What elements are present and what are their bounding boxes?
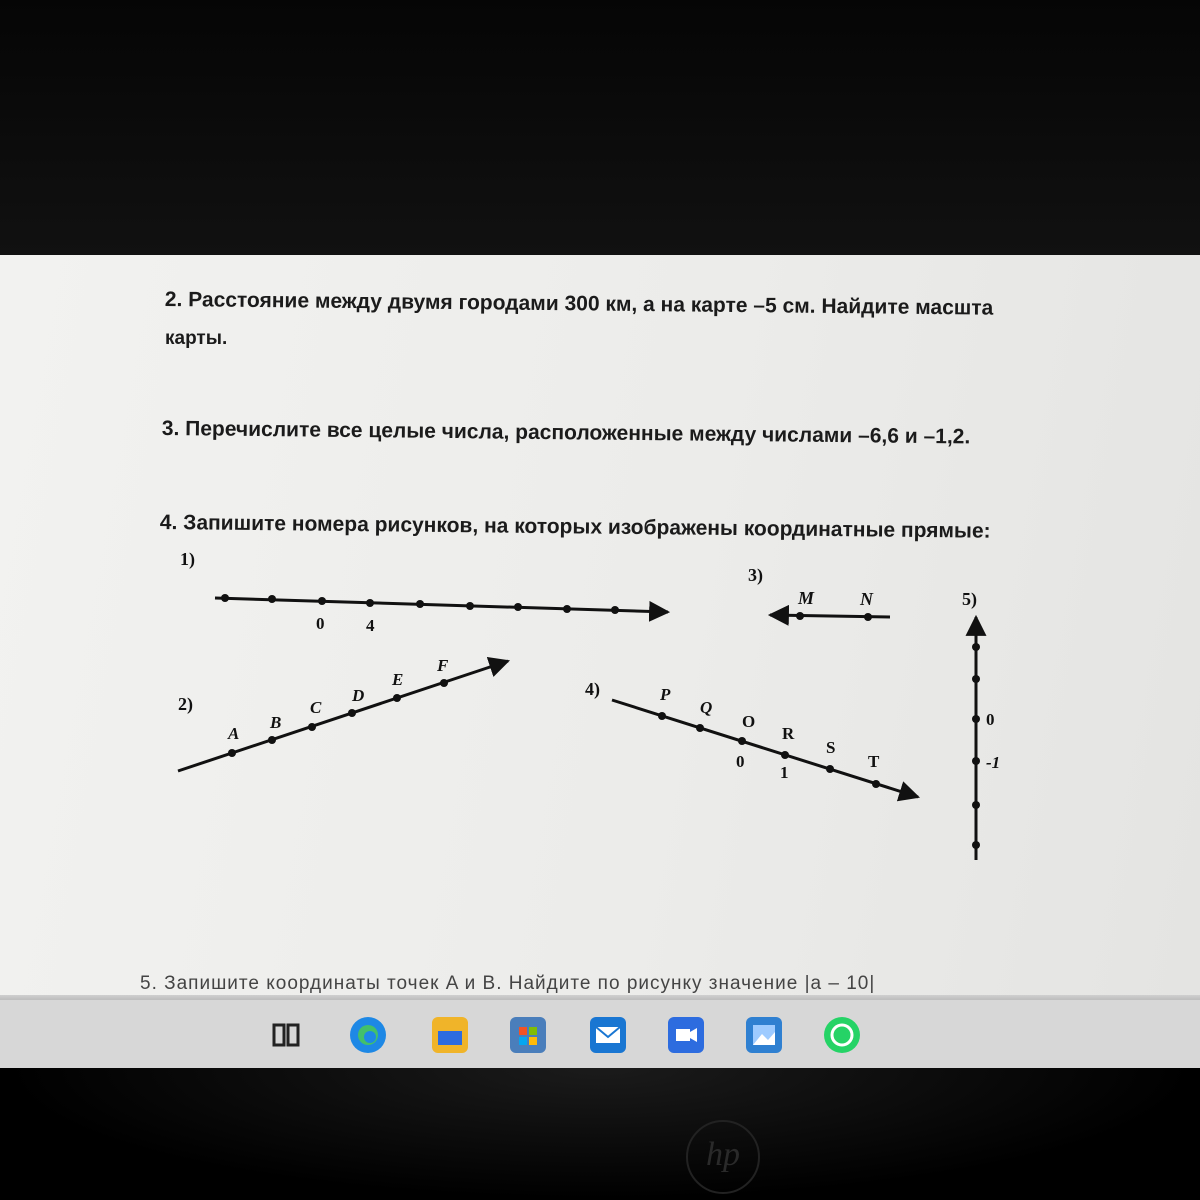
figure-1-point: [611, 606, 619, 614]
figure-4-point: [696, 724, 704, 732]
figure-1-point: [563, 605, 571, 613]
taskbar: [0, 1000, 1200, 1068]
figure-1-point: [318, 597, 326, 605]
figure-2-point: [348, 709, 356, 717]
figure-4-point: [658, 712, 666, 720]
figure-4-point: [826, 765, 834, 773]
figure-2-point-label: D: [352, 686, 365, 705]
figure-1-point: [268, 595, 276, 603]
figure-1-label: 1): [180, 549, 195, 569]
task-view-icon[interactable]: [268, 1017, 304, 1053]
figure-5-point: [972, 715, 980, 723]
hp-logo-text: hp: [706, 1136, 740, 1173]
figure-3-point-label: N: [860, 589, 873, 609]
mail-icon[interactable]: [590, 1017, 626, 1053]
figure-2-point-label: C: [310, 698, 322, 717]
figure-3-point: [864, 613, 872, 621]
figure-2: [178, 656, 508, 771]
whatsapp-icon[interactable]: [824, 1017, 860, 1053]
photos-icon[interactable]: [746, 1017, 782, 1053]
figure-2-point-label: B: [270, 713, 282, 732]
question-4: 4. Запишите номера рисунков, на которых изображены координатные прямые:: [159, 511, 991, 543]
hp-logo: [686, 1120, 760, 1194]
figure-3-point-label: M: [798, 588, 815, 608]
figure-2-point: [308, 723, 316, 731]
video-icon[interactable]: [668, 1017, 704, 1053]
file-explorer-icon[interactable]: [432, 1017, 468, 1053]
figure-4-point: [872, 780, 880, 788]
question-2-line-1: 2. Расстояние между двумя городами 300 км, а на карте –5 см. Найдите масшта: [164, 288, 994, 320]
figure-2-point-label: F: [437, 656, 449, 675]
figure-2-point: [393, 694, 401, 702]
figure-5-label: 5): [962, 589, 977, 609]
figure-3-line: [770, 615, 890, 617]
figure-5-point: [972, 801, 980, 809]
question-2-line-2: карты.: [165, 328, 228, 349]
figure-2-label: 2): [178, 694, 193, 714]
figure-5-point: [972, 841, 980, 849]
figure-3: [748, 565, 890, 621]
store-icon[interactable]: [510, 1017, 546, 1053]
figure-2-point: [268, 736, 276, 744]
figure-1-tick-label: 4: [366, 616, 375, 635]
figure-1-point: [366, 599, 374, 607]
figure-4-point-label: O: [742, 712, 756, 731]
figure-1-point: [221, 594, 229, 602]
figure-5-point: [972, 675, 980, 683]
figure-5-point: [972, 757, 980, 765]
figure-5-point: [972, 643, 980, 651]
figure-4-point-label: S: [826, 738, 836, 757]
figure-4-point: [738, 737, 746, 745]
question-3: 3. Перечислите все целые числа, расположенные между числами –6,6 и –1,2.: [161, 417, 971, 449]
figure-4: [585, 679, 918, 797]
figure-1-point: [466, 602, 474, 610]
figure-5-tick-label: -1: [986, 753, 1001, 772]
figure-1-line: [215, 598, 668, 612]
figure-1: [180, 549, 668, 635]
figure-4-tick-label: 0: [736, 752, 745, 771]
figure-2-line: [178, 661, 508, 771]
figure-3-label: 3): [748, 565, 763, 585]
edge-icon[interactable]: [350, 1017, 386, 1053]
figure-4-label: 4): [585, 679, 600, 699]
figure-5-tick-label: 0: [986, 710, 995, 729]
figure-5: [962, 589, 1000, 860]
figure-2-point-label: A: [228, 724, 240, 743]
question-5-partial: 5. Запишите координаты точек A и B. Найдите по рисунку значение |a – 10|: [140, 973, 876, 994]
figure-1-tick-label: 0: [316, 614, 325, 633]
figure-4-point-label: P: [660, 685, 671, 704]
figure-4-point-label: Q: [700, 698, 713, 717]
figure-1-point: [416, 600, 424, 608]
figure-4-point: [781, 751, 789, 759]
figure-3-point: [796, 612, 804, 620]
figure-2-point-label: E: [392, 670, 404, 689]
screen-bezel-top: [0, 0, 1200, 255]
figure-2-point: [440, 679, 448, 687]
figures-area: [0, 255, 1200, 1000]
figure-4-line: [612, 700, 918, 797]
figure-1-point: [514, 603, 522, 611]
figure-4-point-label: T: [868, 752, 880, 771]
figure-4-point-label: R: [782, 724, 795, 743]
figure-2-point: [228, 749, 236, 757]
figure-4-tick-label: 1: [780, 763, 789, 782]
laptop-bezel-bottom: [0, 1068, 1200, 1200]
